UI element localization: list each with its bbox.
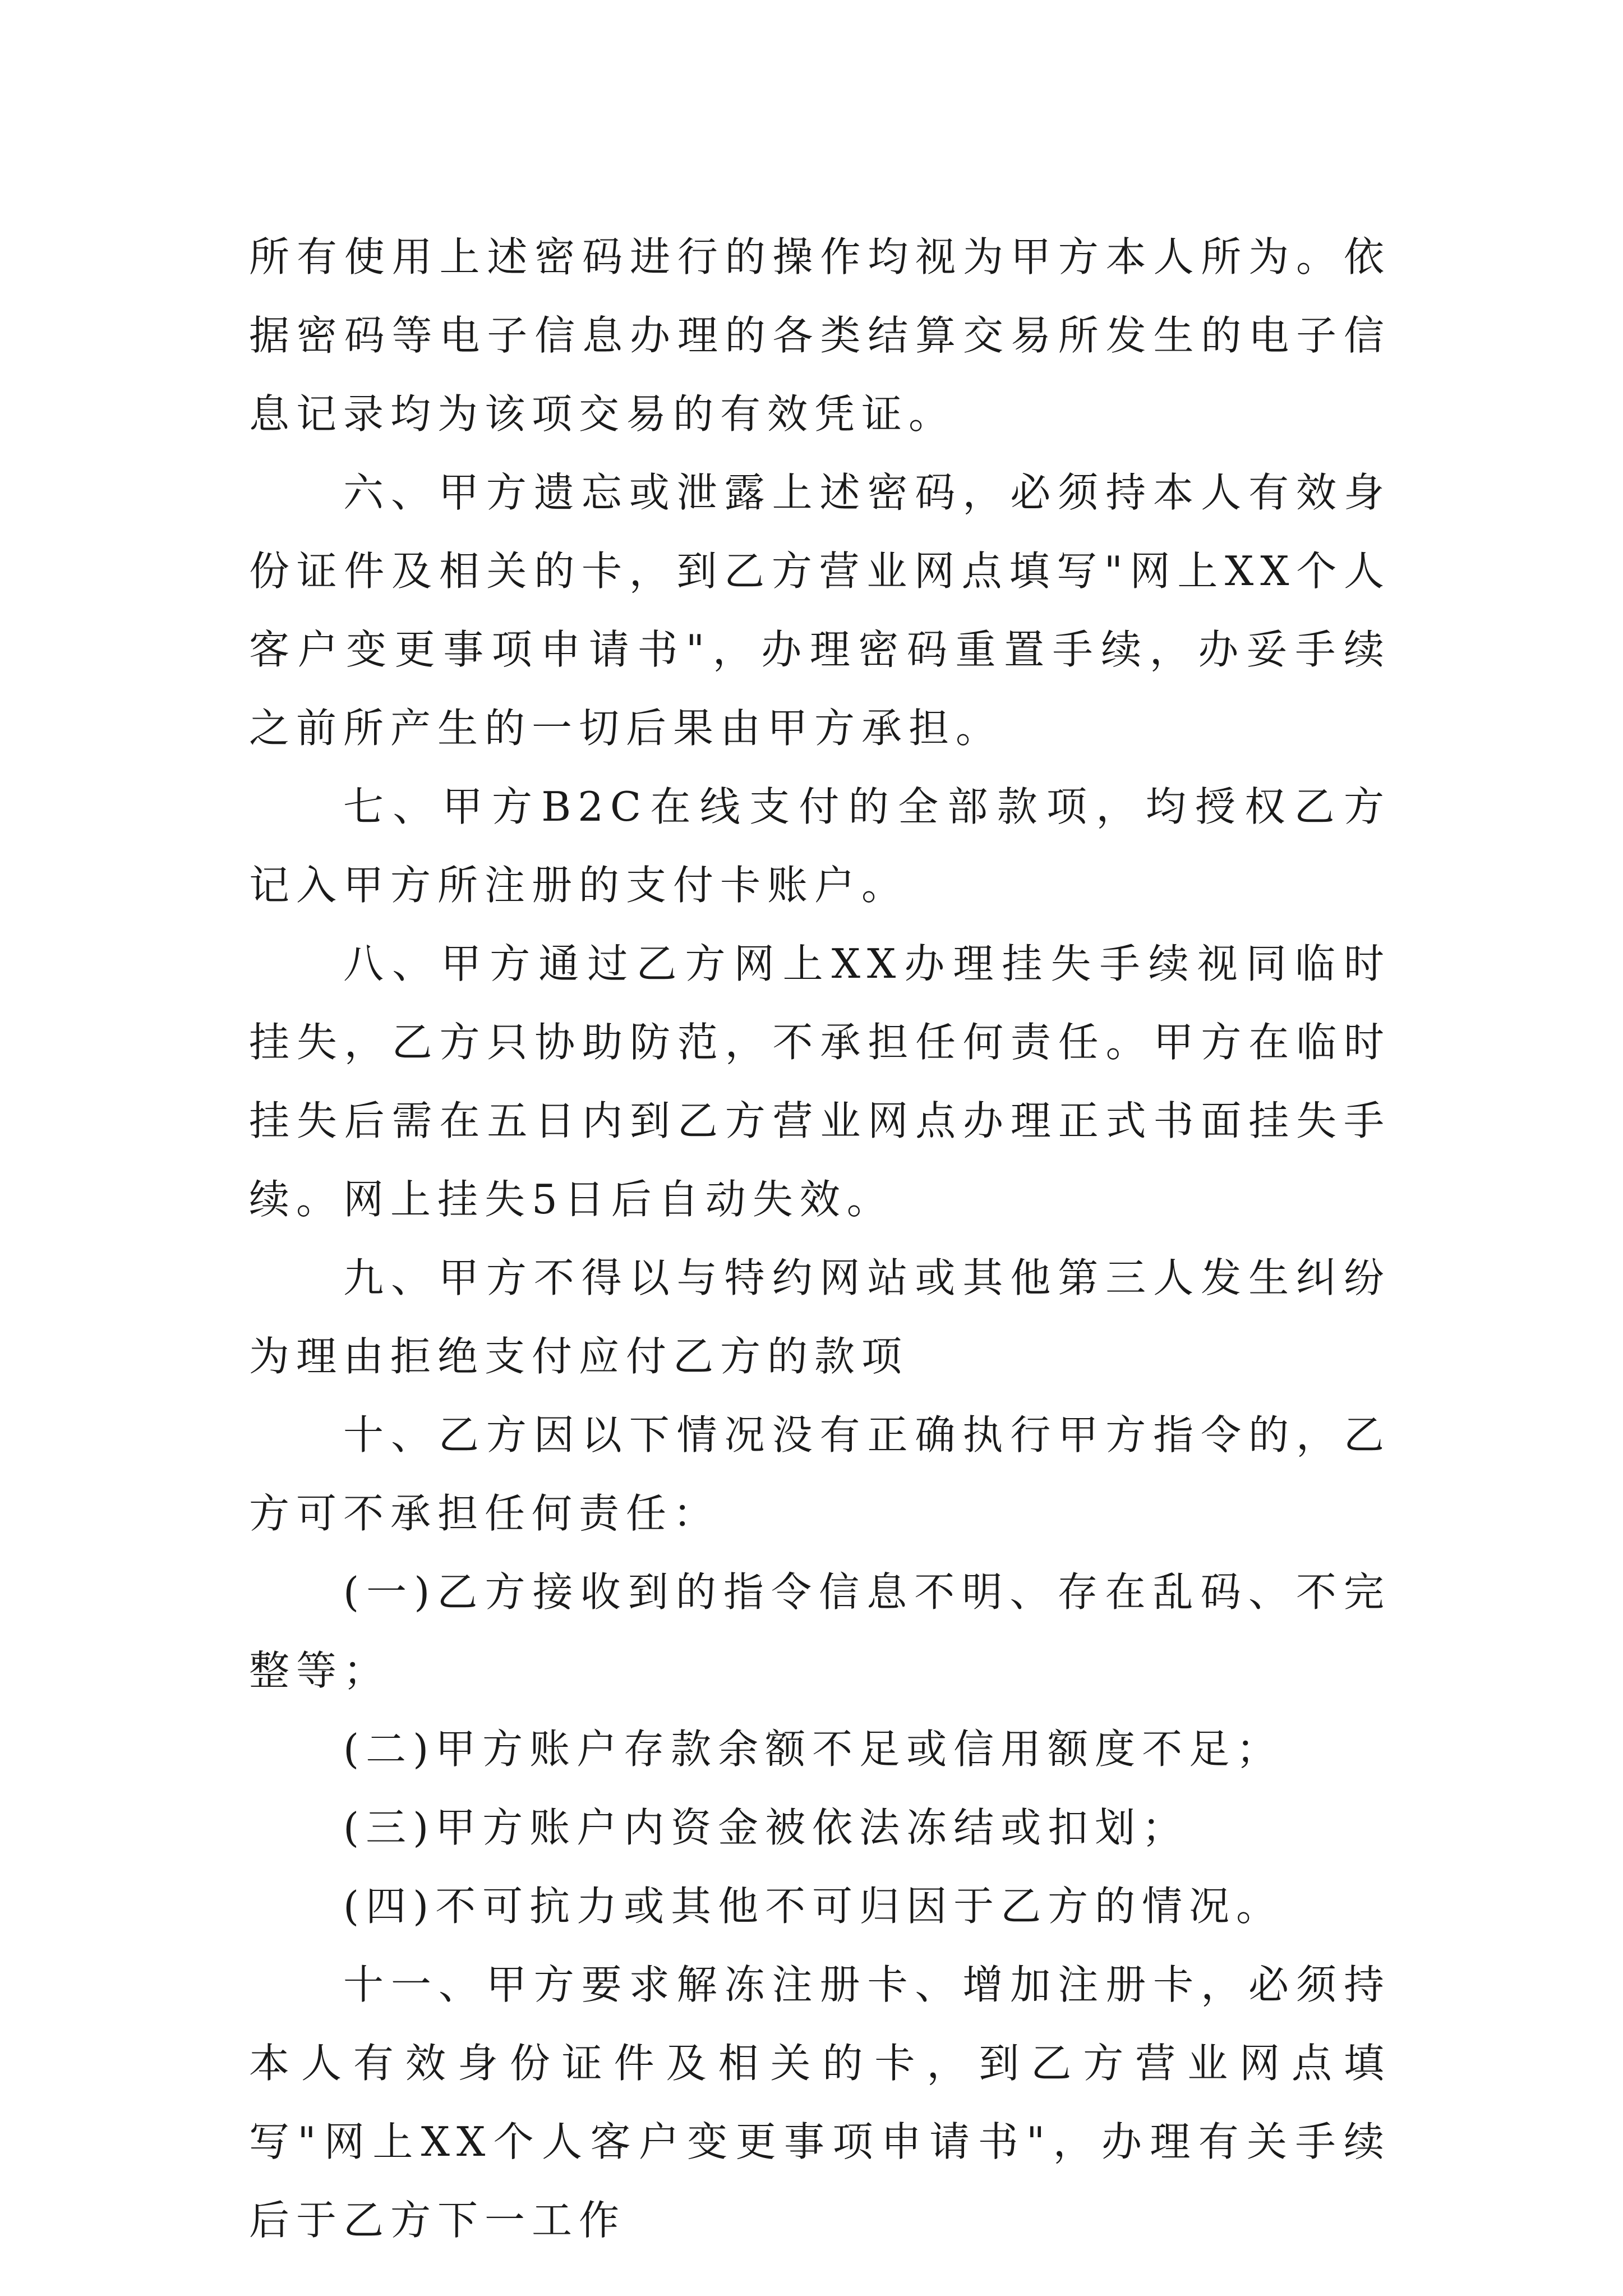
paragraph-continuation: 所有使用上述密码进行的操作均视为甲方本人所为。依据密码等电子信息办理的各类结算交易所发生的电子信息记录均为该项交易的有效凭证。: [249, 233, 1391, 438]
list-item-4: (四)不可抗力或其他不可归因于乙方的情况。: [343, 1883, 1284, 1930]
paragraph-clause-6: 六、甲方遗忘或泄露上述密码，必须持本人有效身份证件及相关的卡，到乙方营业网点填写"网上XX个人客户变更事项申请书"，办理密码重置手续，办妥手续之前所产生的一切后果由甲方承担。: [249, 469, 1391, 752]
list-item-1: (一)乙方接收到的指令信息不明、存在乱码、不完整等；: [249, 1568, 1391, 1694]
paragraph-clause-7: 七、甲方B2C在线支付的全部款项，均授权乙方记入甲方所注册的支付卡账户。: [249, 783, 1391, 909]
paragraph-clause-10: 十、乙方因以下情况没有正确执行甲方指令的，乙方可不承担任何责任：: [249, 1411, 1391, 1537]
list-item-2: (二)甲方账户存款余额不足或信用额度不足；: [343, 1726, 1284, 1773]
document-body: [249, 218, 1391, 2260]
paragraph-clause-9: 九、甲方不得以与特约网站或其他第三人发生纠纷为理由拒绝支付应付乙方的款项: [249, 1254, 1391, 1380]
paragraph-clause-11: 十一、甲方要求解冻注册卡、增加注册卡，必须持本人有效身份证件及相关的卡，到乙方营业网点填写"网上XX个人客户变更事项申请书"，办理有关手续后于乙方下一工作: [249, 1961, 1391, 2244]
list-item-3: (三)甲方账户内资金被依法冻结或扣划；: [343, 1804, 1189, 1851]
paragraph-clause-8: 八、甲方通过乙方网上XX办理挂失手续视同临时挂失，乙方只协助防范，不承担任何责任。甲方在临时挂失后需在五日内到乙方营业网点办理正式书面挂失手续。网上挂失5日后自动失效。: [249, 940, 1391, 1223]
